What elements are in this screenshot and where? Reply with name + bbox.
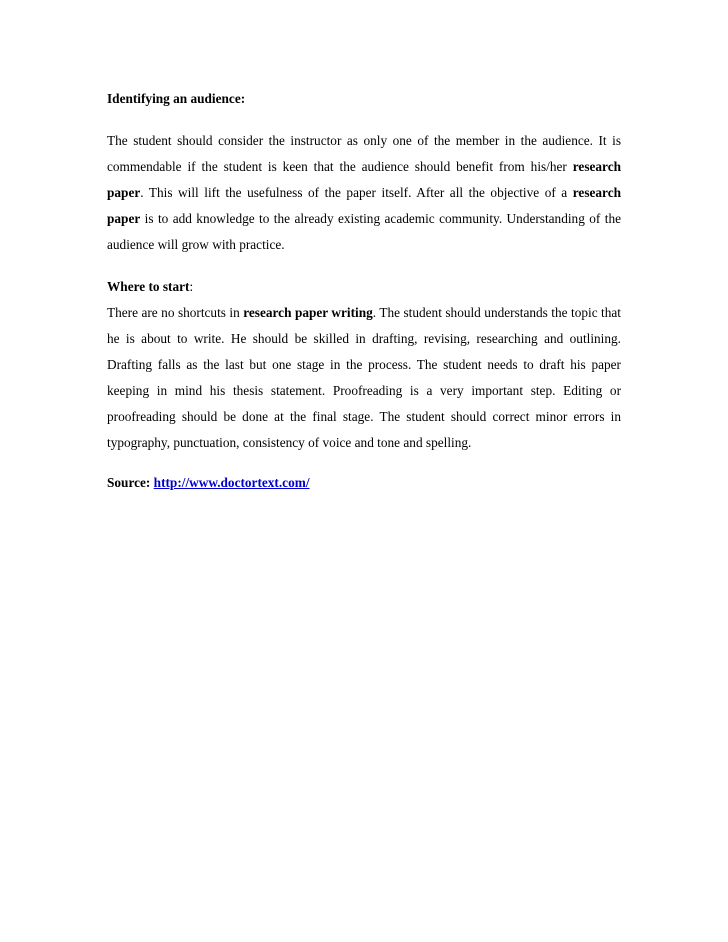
paragraph-audience xyxy=(107,128,621,258)
heading-colon: : xyxy=(189,279,194,294)
keyword-research-paper: research paper xyxy=(107,185,621,226)
source-line xyxy=(107,470,621,496)
document-body xyxy=(107,86,621,496)
heading-text: Where to start xyxy=(107,279,190,294)
text-run: The student should consider the instructor as only one of the member in the audience. It is commendable if the student is keen that the audience should benefit from his/her xyxy=(107,133,621,174)
text-run: . The student should understands the topic that he is about to write. He should be skilled in drafting, revising, researching and outlining. Drafting falls as the last but one stage in the process. The student needs to draft his paper keeping in mind his thesis statement. Proofreading is a very important step. Editing or proofreading should be done at the final stage. The student should correct minor errors in typography, punctuation, consistency of voice and tone and spelling. xyxy=(107,305,621,450)
source-label: Source: xyxy=(107,475,151,490)
keyword-research-paper-writing: research paper writing xyxy=(243,305,373,320)
paragraph-where-to-start xyxy=(107,300,621,456)
text-run: There are no shortcuts in xyxy=(107,305,244,320)
section-heading-audience: Identifying an audience: xyxy=(107,91,246,106)
text-run: . This will lift the usefulness of the paper itself. After all the objective of a xyxy=(140,185,573,200)
keyword-research-paper: research paper xyxy=(107,159,621,200)
section-heading-where-to-start xyxy=(107,274,621,300)
text-run: is to add knowledge to the already existing academic community. Understanding of the audience will grow with practice. xyxy=(107,211,621,252)
source-link[interactable]: http://www.doctortext.com/ xyxy=(153,475,310,490)
